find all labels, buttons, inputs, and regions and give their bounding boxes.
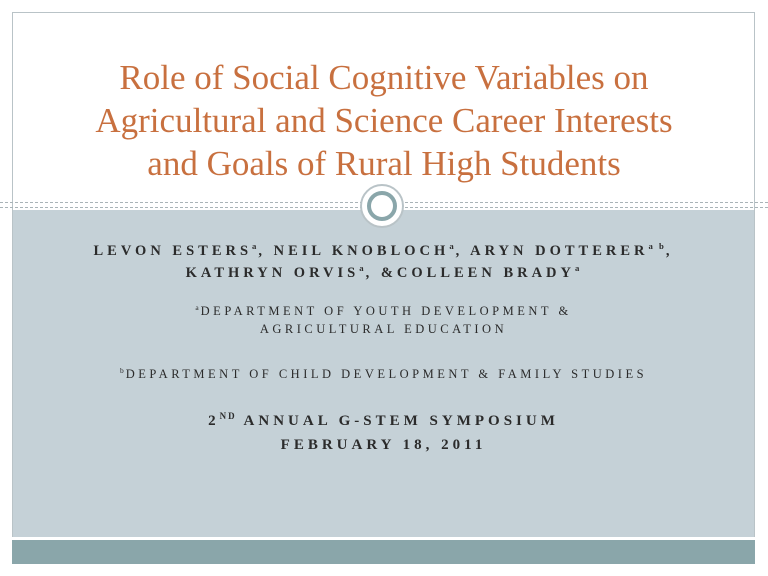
affiliation-text: DEPARTMENT OF CHILD DEVELOPMENT & FAMILY STUDIES [125,367,648,382]
affiliation-a-line-2 [13,322,754,337]
author-name: &COLLEEN BRADY [380,264,575,281]
author-separator: , [665,242,674,259]
author-affiliation-mark: a b [648,241,666,251]
slide-title: Role of Social Cognitive Variables on Agricultural and Science Career Interests and Goals of Rural High Students [95,58,673,183]
symposium-name [13,411,754,430]
author-affiliation-mark: a [359,263,366,273]
author-name: ARYN DOTTERER [470,242,649,259]
symposium-ordinal: 2 [208,413,220,429]
circle-ornament-inner-icon [367,191,397,221]
author-name: KATHRYN ORVIS [185,264,360,281]
authors-line-1 [13,241,754,260]
affiliation-text: DEPARTMENT OF YOUTH DEVELOPMENT & [200,304,572,319]
affiliation-a-line-1 [13,303,754,319]
bottom-bar [12,540,755,564]
author-affiliation-mark: a [252,241,259,251]
symposium-date: FEBRUARY 18, 2011 [280,437,487,453]
author-separator: , [455,242,471,259]
affiliation-text: AGRICULTURAL EDUCATION [259,322,508,336]
affiliation-b [13,366,754,382]
author-affiliation-mark: a [575,263,582,273]
affiliation-mark: a [195,303,201,312]
author-separator: , [258,242,274,259]
author-affiliation-mark: a [449,241,456,251]
author-name: LEVON ESTERS [93,242,253,259]
author-name: NEIL KNOBLOCH [273,242,450,259]
authors-line-2 [13,263,754,282]
affiliation-mark: b [119,366,126,375]
symposium-title: ANNUAL G-STEM SYMPOSIUM [243,413,559,429]
author-separator: , [365,264,381,281]
symposium-ordinal-suffix: ND [219,411,237,421]
